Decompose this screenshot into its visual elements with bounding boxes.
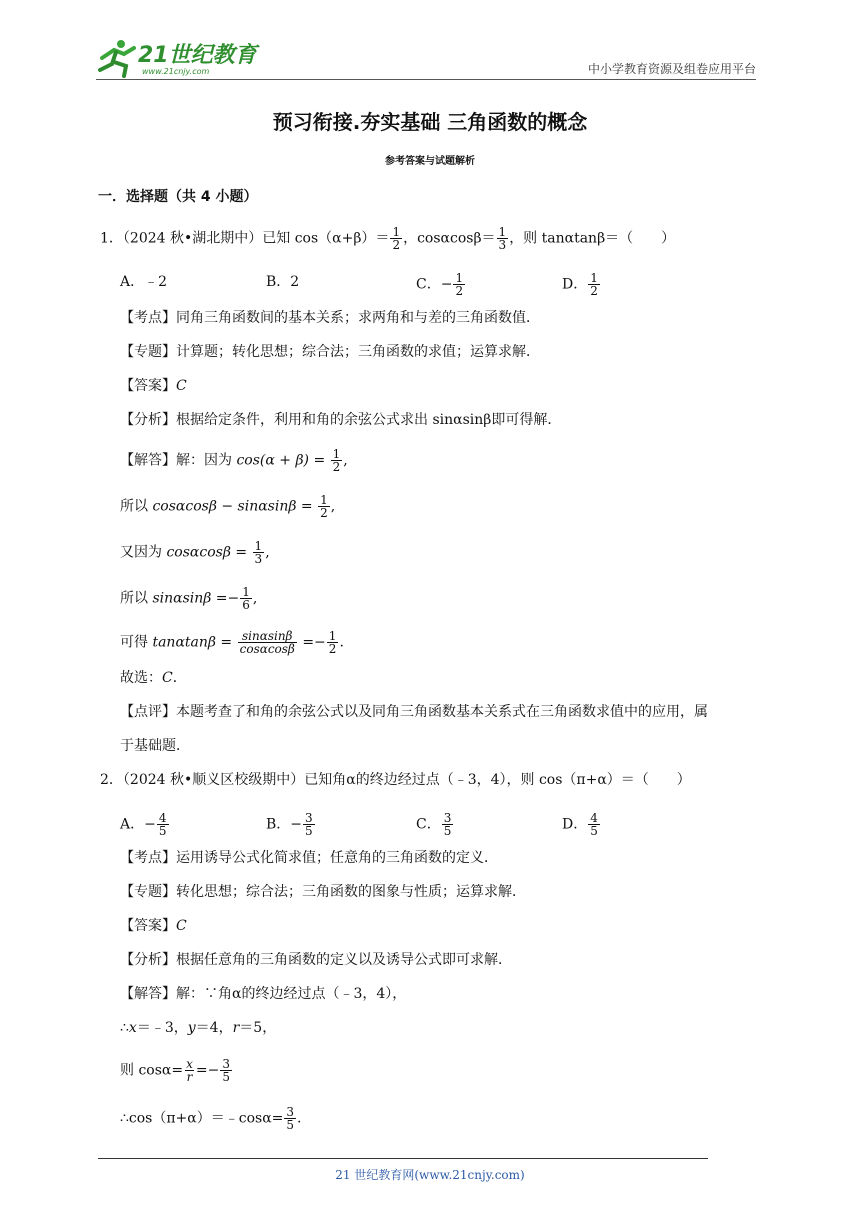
fraction: $\frac{3}{5}$ (286, 1105, 295, 1132)
platform-name: 中小学教育资源及组卷应用平台 (587, 62, 756, 76)
q2-option-c: C． $\frac{3}{5}$ (416, 811, 452, 838)
logo-text: 21世纪教育 (138, 43, 257, 68)
q1-dianping-1: 【点评】本题考查了和角的余弦公式以及同角三角函数基本关系式在三角函数求值中的应用，属 (120, 704, 708, 720)
q1-zhuanti: 【专题】计算题；转化思想；综合法；三角函数的求值；运算求解． (120, 344, 540, 360)
fraction: $\frac{1}{2}$ (455, 271, 464, 298)
page-title: 预习衔接.夯实基础 三角函数的概念 (272, 110, 588, 134)
fraction: $\frac{1}{2}$ (320, 493, 328, 520)
fraction: $\frac{3}{5}$ (443, 811, 452, 838)
q2-option-b: B．− $\frac{3}{5}$ (266, 811, 313, 838)
q2-stem: 2．（2024 秋•顺义区校级期中）已知角α的终边经过点（﹣3，4），则 cos（π+α）＝（ ） (100, 772, 691, 788)
q1-answer: 【答案】C (120, 378, 187, 394)
fraction: $\frac{1}{2}$ (590, 271, 598, 298)
q1-solution-step-5: 可得 tanαtanβ = $\frac{\sin\alpha\sin\beta}{\cos\alpha\cos\beta}$ =− $\frac{1}{2}$ . (120, 629, 344, 656)
q1-fenxi: 【分析】根据给定条件，利用和角的余弦公式求出 sinαsinβ即可得解． (120, 412, 562, 428)
q1-solution-step-3: 又因为 cosαcosβ = $\frac{1}{3}$ , (120, 539, 270, 566)
fraction: $\frac{1}{2}$ (328, 629, 337, 656)
footer-link[interactable]: 21 世纪教育网(www.21cnjy.com) (335, 1168, 525, 1182)
q2-solution-step-3: ∴cos（π+α）＝﹣cosα= $\frac{3}{5}$ . (120, 1105, 302, 1132)
footer-divider (98, 1158, 708, 1159)
q1-dianping-2: 于基础题． (120, 738, 190, 754)
q2-fenxi: 【分析】根据任意角的三角函数的定义以及诱导公式即可求解． (120, 952, 512, 968)
fraction: $\frac{1}{2}$ (392, 225, 401, 252)
q2-jieda: 【解答】解：∵角α的终边经过点（﹣3，4）， (120, 986, 407, 1002)
q2-answer: 【答案】C (120, 918, 187, 934)
page-subtitle: 参考答案与试题解析 (385, 156, 475, 167)
q1-solution-step-4: 所以 sinαsinβ =− $\frac{1}{6}$ , (120, 585, 258, 612)
fraction: $\frac{1}{3}$ (498, 225, 507, 252)
fraction: $\frac{3}{5}$ (222, 1057, 230, 1084)
fraction: $\frac{4}{5}$ (158, 811, 167, 838)
q1-option-b: B．2 (266, 274, 300, 290)
q2-solution-step-2: 则 cosα= $\frac{x}{r}$ =− $\frac{3}{5}$ (120, 1057, 230, 1084)
q1-option-c: C．− $\frac{1}{2}$ (416, 271, 464, 298)
q1-conclusion: 故选：C． (120, 670, 187, 686)
q1-option-a: A．﹣2 (120, 274, 168, 290)
q2-kaodian: 【考点】运用诱导公式化简求值；任意角的三角函数的定义． (120, 850, 498, 866)
header-divider (96, 79, 756, 80)
q1-solution-step-1: 【解答】解：因为 cos(α + β) = $\frac{1}{2}$ , (120, 447, 348, 474)
q2-option-d: D． $\frac{4}{5}$ (562, 811, 598, 838)
q2-solution-step-1: ∴x＝﹣3，y＝4，r＝5， (120, 1020, 277, 1036)
section-heading: 一．选择题（共 4 小题） (98, 189, 258, 205)
fraction: $\frac{3}{5}$ (305, 811, 313, 838)
q1-solution-step-2: 所以 cosαcosβ − sinαsinβ = $\frac{1}{2}$ , (120, 493, 336, 520)
fraction: $\frac{1}{6}$ (242, 585, 250, 612)
fraction: $\frac{1}{2}$ (332, 447, 341, 474)
q1-option-d: D． $\frac{1}{2}$ (562, 271, 598, 298)
q1-kaodian: 【考点】同角三角函数间的基本关系；求两角和与差的三角函数值． (120, 310, 540, 326)
q1-stem: 1．（2024 秋•湖北期中）已知 cos（α+β）＝ $\frac{1}{2}$ ，cosαcosβ＝ $\frac{1}{3}$ ，则 tanαtanβ＝（ ） (100, 225, 676, 252)
runner-logo-icon (94, 36, 264, 80)
fraction: $\frac{4}{5}$ (590, 811, 598, 838)
fraction: $\frac{x}{r}$ (186, 1057, 193, 1084)
q2-zhuanti: 【专题】转化思想；综合法；三角函数的图象与性质；运算求解． (120, 884, 526, 900)
logo-url: www.21cnjy.com (142, 67, 210, 76)
fraction: $\frac{\sin\alpha\sin\beta}{\cos\alpha\cos\beta}$ (239, 629, 295, 656)
q2-option-a: A．− $\frac{4}{5}$ (120, 811, 167, 838)
site-logo (94, 36, 264, 80)
fraction: $\frac{1}{3}$ (254, 539, 263, 566)
